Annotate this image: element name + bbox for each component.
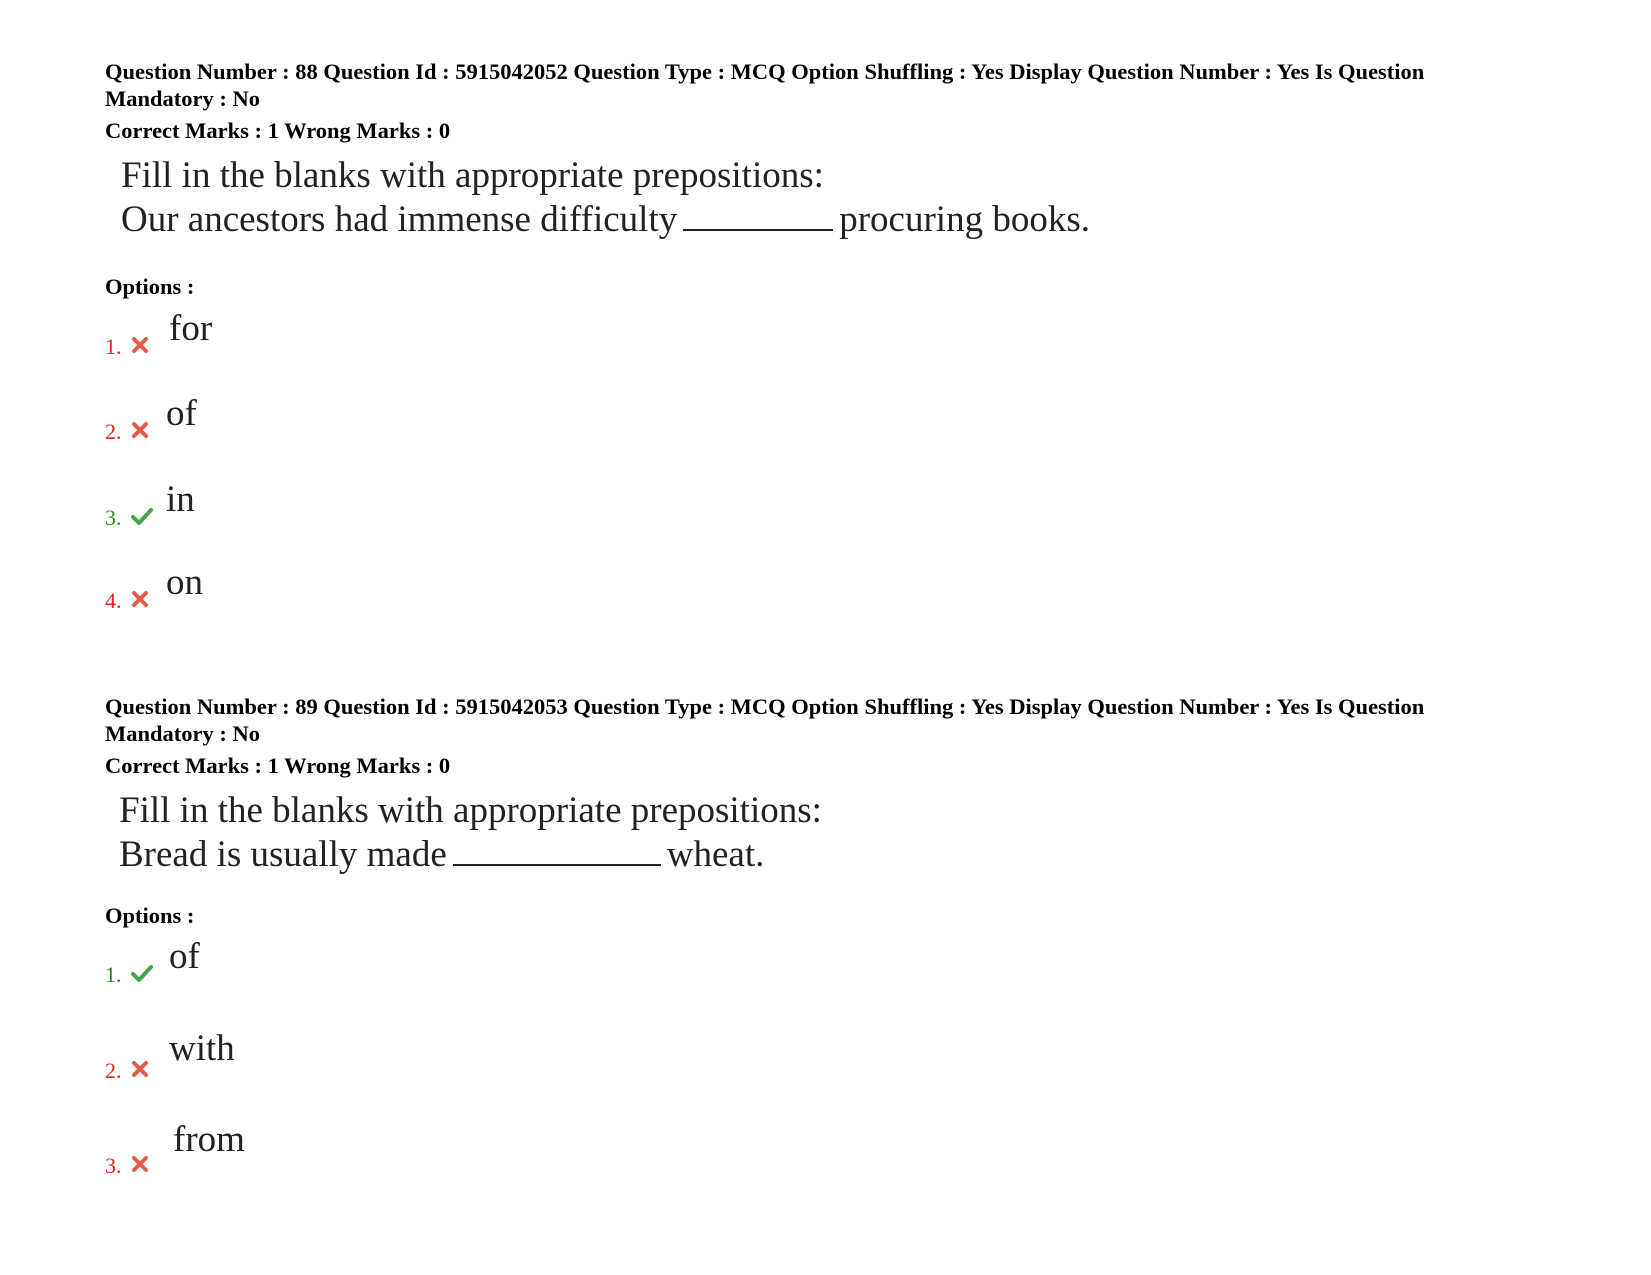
sentence-before-blank: Our ancestors had immense difficulty [121,199,678,240]
option-number: 3. [105,505,122,530]
cross-icon [130,420,150,440]
question-meta-line-2: Mandatory : No [105,721,260,746]
cross-icon [130,335,150,355]
option-item [105,303,505,363]
option-text: with [169,1028,235,1069]
question-meta [105,693,1545,747]
check-icon [130,963,154,983]
cross-icon [130,1154,150,1174]
option-item [105,557,505,617]
check-icon [130,506,154,526]
sentence-before-blank: Bread is usually made [119,834,447,875]
question-prompt: Fill in the blanks with appropriate prepositions: [119,790,822,831]
option-item [105,474,505,534]
question-block-89 [105,693,1545,928]
question-meta-line-1: Question Number : 89 Question Id : 5915042053 Question Type : MCQ Option Shuffling : Yes Display Question Number : Yes Is Question [105,694,1425,719]
question-meta-line-1: Question Number : 88 Question Id : 5915042052 Question Type : MCQ Option Shuffling : Yes Display Question Number : Yes Is Question [105,59,1425,84]
sentence-after-blank: procuring books. [839,199,1090,240]
answer-blank [683,199,833,231]
option-item [105,1119,505,1182]
cross-icon [130,589,150,609]
option-number: 1. [105,962,122,987]
option-text: of [166,393,197,434]
options-label: Options : [105,903,195,928]
option-item [105,388,505,448]
option-text: from [173,1119,245,1160]
question-text [121,154,1545,242]
question-marks: Correct Marks : 1 Wrong Marks : 0 [105,753,451,778]
option-item [105,931,505,991]
sentence-after-blank: wheat. [666,834,765,875]
answer-blank [453,834,661,866]
cross-icon [130,1059,150,1079]
option-text: on [166,562,203,603]
question-prompt: Fill in the blanks with appropriate prepositions: [121,155,824,196]
option-number: 2. [105,1058,122,1083]
option-number: 1. [105,334,122,359]
option-number: 2. [105,419,122,444]
question-meta [105,58,1545,112]
options-label: Options : [105,274,195,299]
option-text: of [169,936,200,977]
question-sentence [119,833,1545,877]
question-block-88 [105,58,1545,299]
option-number: 4. [105,588,122,613]
option-number: 3. [105,1153,122,1178]
option-item [105,1027,505,1087]
question-marks: Correct Marks : 1 Wrong Marks : 0 [105,118,451,143]
question-text [119,789,1545,877]
option-text: in [166,479,195,520]
question-meta-line-2: Mandatory : No [105,86,260,111]
option-text: for [169,308,213,349]
question-sentence [121,198,1545,242]
